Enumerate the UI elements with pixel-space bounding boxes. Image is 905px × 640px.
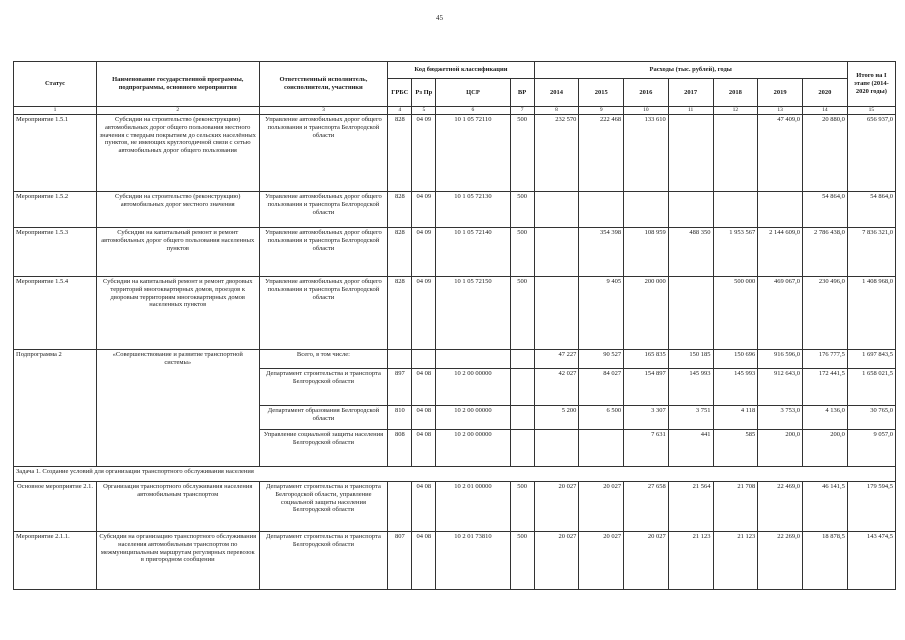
row-y2020: 2 786 438,0 [803,228,848,277]
subprogram-status: Подпрограмма 2 [14,350,97,467]
row-y2014: 20 027 [534,532,579,590]
column-number: 5 [412,107,436,115]
subprogram-y2016: 7 631 [624,430,669,467]
row-status: Мероприятие 2.1.1. [14,532,97,590]
row-y2016: 20 027 [624,532,669,590]
budget-table [13,61,896,590]
row-csr: 10 1 05 72140 [436,228,510,277]
subprogram-csr [436,350,510,369]
subprogram-y2020: 172 441,5 [803,369,848,406]
subprogram-y2015 [579,430,624,467]
row-y2015: 354 398 [579,228,624,277]
row-status: Мероприятие 1.5.2 [14,192,97,228]
row-name: Субсидии на капитальный ремонт и ремонт автомобильных дорог общего пользования населенных пунктов [96,228,259,277]
row-csr: 10 1 05 72150 [436,277,510,350]
header-year: 2016 [624,79,669,107]
subprogram-y2020: 4 136,0 [803,406,848,430]
subprogram-y2017: 3 751 [668,406,713,430]
subprogram-executor: Департамент образования Белгородской области [259,406,388,430]
row-y2017: 21 123 [668,532,713,590]
column-number: 1 [14,107,97,115]
subprogram-y2017: 145 993 [668,369,713,406]
row-executor: Управление автомобильных дорог общего пользования и транспорта Белгородской области [259,192,388,228]
subprogram-y2014: 42 027 [534,369,579,406]
subprogram-total: 1 658 021,5 [847,369,895,406]
row-y2016: 27 658 [624,482,669,532]
row-name: Субсидии на строительство (реконструкцию) автомобильных дорог общего пользования местного значения с твердым покрытием до сельских населённых пунктов, не имеющих круглогодичной связи с сетью автомобильных дорог общего пользования [96,115,259,192]
row-csr: 10 1 05 72110 [436,115,510,192]
subprogram-y2015: 6 500 [579,406,624,430]
subprogram-grbs: 897 [388,369,412,406]
subprogram-grbs: 810 [388,406,412,430]
header-total: Итого на I этапе (2014-2020 годы) [847,62,895,107]
row-y2020: 18 878,5 [803,532,848,590]
column-number: 3 [259,107,388,115]
subprogram-total: 1 697 843,5 [847,350,895,369]
column-number: 10 [624,107,669,115]
header-year: 2014 [534,79,579,107]
row-vr: 500 [510,277,534,350]
row-vr: 500 [510,532,534,590]
row-y2016: 133 610 [624,115,669,192]
row-executor: Управление автомобильных дорог общего пользования и транспорта Белгородской области [259,277,388,350]
row-grbs: 828 [388,192,412,228]
row-grbs [388,482,412,532]
row-y2019: 22 269,0 [758,532,803,590]
header-csr: ЦСР [436,79,510,107]
subprogram-y2020: 200,0 [803,430,848,467]
subprogram-executor: Департамент строительства и транспорта Белгородской области [259,369,388,406]
subprogram-y2014: 5 200 [534,406,579,430]
row-y2015: 9 405 [579,277,624,350]
row-y2015: 222 468 [579,115,624,192]
row-vr: 500 [510,482,534,532]
column-number: 14 [803,107,848,115]
row-grbs: 828 [388,228,412,277]
row-y2018: 500 000 [713,277,758,350]
subprogram-csr: 10 2 00 00000 [436,369,510,406]
subprogram-y2018: 585 [713,430,758,467]
column-number: 6 [436,107,510,115]
row-grbs: 828 [388,277,412,350]
row-executor: Департамент строительства и транспорта Белгородской области [259,532,388,590]
row-y2019: 2 144 609,0 [758,228,803,277]
header-grbs: ГРБС [388,79,412,107]
header-year: 2019 [758,79,803,107]
row-y2014 [534,228,579,277]
row-rzpr: 04 09 [412,192,436,228]
row-y2014: 232 570 [534,115,579,192]
row-csr: 10 1 05 72130 [436,192,510,228]
subprogram-y2019: 916 596,0 [758,350,803,369]
row-executor: Департамент строительства и транспорта Белгородской области, управление социальной защиты населения Белгородской области [259,482,388,532]
row-status: Мероприятие 1.5.1 [14,115,97,192]
row-total: 54 864,0 [847,192,895,228]
subprogram-y2019: 3 753,0 [758,406,803,430]
header-status: Статус [14,62,97,107]
subprogram-y2016: 3 307 [624,406,669,430]
subprogram-vr [510,350,534,369]
row-name: Организация транспортного обслуживания населения автомобильным транспортом [96,482,259,532]
subprogram-y2016: 154 897 [624,369,669,406]
subprogram-grbs: 808 [388,430,412,467]
row-y2017 [668,192,713,228]
subprogram-total: 9 057,0 [847,430,895,467]
row-y2017 [668,115,713,192]
header-year: 2017 [668,79,713,107]
task-row [14,467,896,482]
column-number: 13 [758,107,803,115]
subprogram-vr [510,406,534,430]
row-y2017 [668,277,713,350]
row-y2018 [713,192,758,228]
column-number-row [14,107,896,115]
row-rzpr: 04 08 [412,482,436,532]
row-vr: 500 [510,192,534,228]
column-number: 4 [388,107,412,115]
row-csr: 10 2 01 73810 [436,532,510,590]
subprogram-y2015: 90 527 [579,350,624,369]
page-number: 45 [436,14,443,22]
row-rzpr: 04 08 [412,532,436,590]
table-row [14,115,896,192]
table-row [14,192,896,228]
row-rzpr: 04 09 [412,115,436,192]
row-executor: Управление автомобильных дорог общего пользования и транспорта Белгородской области [259,228,388,277]
row-y2019: 22 469,0 [758,482,803,532]
row-y2014 [534,277,579,350]
subprogram-y2015: 84 027 [579,369,624,406]
subprogram-y2017: 150 185 [668,350,713,369]
subprogram-csr: 10 2 00 00000 [436,406,510,430]
row-status: Мероприятие 1.5.4 [14,277,97,350]
row-y2017: 488 350 [668,228,713,277]
row-name: Субсидии на организацию транспортного обслуживания населения автомобильным транспортом по межмуниципальным маршрутам регулярных перевозок в пригородном сообщении [96,532,259,590]
row-y2020: 46 141,5 [803,482,848,532]
subprogram-csr: 10 2 00 00000 [436,430,510,467]
row-y2014 [534,192,579,228]
header-name: Наименование государственной программы, подпрограммы, основного мероприятия [96,62,259,107]
subprogram-rzpr: 04 08 [412,369,436,406]
row-total: 7 836 321,0 [847,228,895,277]
row-rzpr: 04 09 [412,277,436,350]
subprogram-vr [510,430,534,467]
row-y2014: 20 027 [534,482,579,532]
row-grbs: 807 [388,532,412,590]
column-number: 9 [579,107,624,115]
row-total: 1 408 968,0 [847,277,895,350]
row-y2016 [624,192,669,228]
subprogram-rzpr [412,350,436,369]
row-name: Субсидии на строительство (реконструкцию) автомобильных дорог местного значения [96,192,259,228]
column-number: 15 [847,107,895,115]
row-executor: Управление автомобильных дорог общего пользования и транспорта Белгородской области [259,115,388,192]
table-row [14,228,896,277]
header-year: 2015 [579,79,624,107]
row-y2016: 108 959 [624,228,669,277]
subprogram-name: «Совершенствование и развитие транспортной системы» [96,350,259,467]
row-vr: 500 [510,115,534,192]
subprogram-executor: Всего, в том числе: [259,350,388,369]
row-y2015: 20 027 [579,482,624,532]
table-row [14,277,896,350]
subprogram-y2017: 441 [668,430,713,467]
header-expenses: Расходы (тыс. рублей), годы [534,62,847,79]
row-y2019 [758,192,803,228]
subprogram-row [14,350,896,369]
subprogram-y2018: 4 118 [713,406,758,430]
column-number: 2 [96,107,259,115]
row-y2018 [713,115,758,192]
subprogram-executor: Управление социальной защиты населения Белгородской области [259,430,388,467]
subprogram-y2020: 176 777,5 [803,350,848,369]
row-total: 179 594,5 [847,482,895,532]
row-csr: 10 2 01 00000 [436,482,510,532]
column-number: 8 [534,107,579,115]
task-title: Задача 1. Создание условий для организации транспортного обслуживания населения [14,467,896,482]
subprogram-y2016: 165 835 [624,350,669,369]
column-number: 7 [510,107,534,115]
subprogram-grbs [388,350,412,369]
row-y2018: 21 123 [713,532,758,590]
header-year: 2018 [713,79,758,107]
subprogram-y2018: 150 696 [713,350,758,369]
row-y2019: 469 067,0 [758,277,803,350]
row-y2015: 20 027 [579,532,624,590]
header-rzpr: Рз Пр [412,79,436,107]
row-y2016: 200 000 [624,277,669,350]
subprogram-vr [510,369,534,406]
column-number: 11 [668,107,713,115]
header-budget-code: Код бюджетной классификации [388,62,534,79]
header-vr: ВР [510,79,534,107]
row-y2020: 20 880,0 [803,115,848,192]
subprogram-y2018: 145 993 [713,369,758,406]
subprogram-y2019: 200,0 [758,430,803,467]
row-y2019: 47 409,0 [758,115,803,192]
subprogram-total: 30 765,0 [847,406,895,430]
subprogram-y2014 [534,430,579,467]
subprogram-y2019: 912 643,0 [758,369,803,406]
row-y2015 [579,192,624,228]
row-y2020: 54 864,0 [803,192,848,228]
row-rzpr: 04 09 [412,228,436,277]
subprogram-rzpr: 04 08 [412,406,436,430]
row-y2018: 21 708 [713,482,758,532]
row-status: Мероприятие 1.5.3 [14,228,97,277]
column-number: 12 [713,107,758,115]
row-status: Основное мероприятие 2.1. [14,482,97,532]
row-y2018: 1 953 567 [713,228,758,277]
row-total: 656 937,0 [847,115,895,192]
header-executor: Ответственный исполнитель, соисполнители, участники [259,62,388,107]
table-row [14,482,896,532]
subprogram-y2014: 47 227 [534,350,579,369]
row-name: Субсидии на капитальный ремонт и ремонт дворовых территорий многоквартирных домов, проездов к дворовым территориям многоквартирных домов населенных пунктов [96,277,259,350]
row-y2020: 230 496,0 [803,277,848,350]
row-total: 143 474,5 [847,532,895,590]
row-y2017: 21 564 [668,482,713,532]
row-grbs: 828 [388,115,412,192]
table-row [14,532,896,590]
row-vr: 500 [510,228,534,277]
header-year: 2020 [803,79,848,107]
subprogram-rzpr: 04 08 [412,430,436,467]
